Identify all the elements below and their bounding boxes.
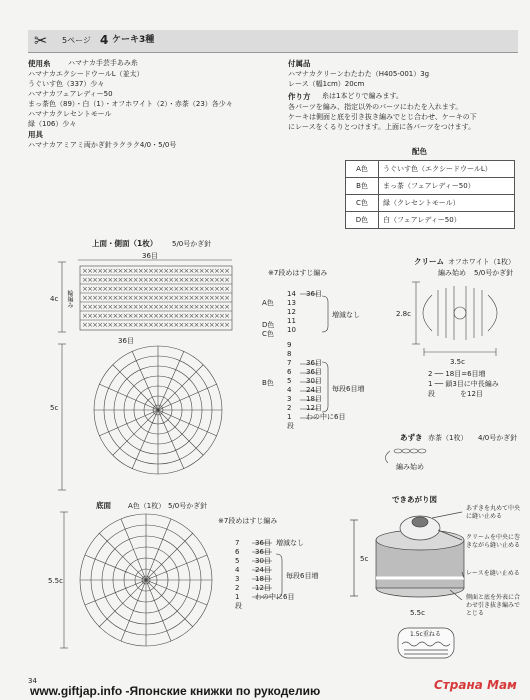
yarn-title: 使用糸 (28, 59, 51, 68)
bottom-row-3: 3 (235, 575, 240, 583)
bottom-row-6: 6 (235, 548, 240, 556)
bottom-note: ※7段めはすじ編み (218, 517, 278, 525)
yarn-line-3: ハマナカフェアレディー50 (28, 90, 113, 98)
svg-text:×××××××××××××××××××××××××××××: ××××××××××××××××××××××××××××× (82, 294, 230, 302)
row-count-7: 36目 (306, 359, 322, 367)
row-label-2: 2 (287, 404, 292, 412)
top-side-36-top: 36目 (142, 252, 158, 260)
section-title: ケーキ3種 (112, 35, 155, 45)
azuki-title: あずき (400, 433, 423, 442)
bottom-row-1: 1 (235, 593, 240, 601)
color-value: まっ茶（フェアレディー50） (379, 178, 515, 195)
row-label-1: 1 (287, 413, 292, 421)
color-key: A色 (346, 161, 379, 178)
side-wall-x-marks (82, 267, 230, 329)
increase-label: 毎段6目増 (332, 385, 365, 393)
bottom-hook: 5/0号かぎ針 (168, 502, 208, 510)
row-label-9: 9 (287, 341, 292, 349)
cream-height: 2.8c (396, 310, 411, 318)
svg-text:×××××××××××××××××××××××××××××: ××××××××××××××××××××××××××××× (82, 312, 230, 320)
bottom-count-3: 18目 (255, 575, 271, 583)
row-count-3: 18目 (306, 395, 322, 403)
yarn-line-1: ハマナカエクシードウールL（並太） (28, 70, 144, 78)
bottom-count-2: 12目 (255, 584, 271, 592)
row-label-13: 13 (287, 299, 296, 307)
bottom-row-5: 5 (235, 557, 240, 565)
top-side-note: ※7段めはすじ編み (268, 269, 328, 277)
bottom-increase: 毎段6目増 (286, 572, 319, 580)
cream-dan: 段 (428, 390, 435, 398)
cream-hook: 5/0号かぎ針 (474, 269, 514, 277)
azuki-color: 赤茶（1枚） (428, 434, 468, 442)
svg-text:×××××××××××××××××××××××××××××: ××××××××××××××××××××××××××××× (82, 267, 230, 275)
footer-url: www.giftjap.info -Японские книжки по рукоделию (30, 684, 321, 698)
color-label-c: C色 (262, 330, 274, 338)
cream-row1b: を12目 (460, 390, 483, 398)
row-label-8: 8 (287, 350, 292, 358)
accessory-line-1: レース（幅1cm）20cm (288, 80, 365, 88)
color-label-a: A色 (262, 299, 274, 307)
azuki-motif (385, 449, 426, 463)
row-label-4: 4 (287, 386, 292, 394)
color-table-title: 配色 (412, 147, 427, 156)
cream-width: 3.5c (450, 358, 465, 366)
svg-text:×××××××××××××××××××××××××××××: ××××××××××××××××××××××××××××× (82, 285, 230, 293)
row-count-6: 36目 (306, 368, 322, 376)
method-title: 作り方 (288, 92, 311, 101)
bottom-count-6: 36目 (255, 548, 271, 556)
row-label-14: 14 (287, 290, 296, 298)
row-count-2: 12目 (306, 404, 322, 412)
dan-label-top: 段 (287, 422, 294, 430)
bottom-title: 底面 (96, 501, 111, 510)
azuki-hook: 4/0号かぎ針 (478, 434, 518, 442)
yarn-line-6: 緑（106）少々 (28, 120, 77, 128)
svg-text:×××××××××××××××××××××××××××××: ××××××××××××××××××××××××××××× (82, 276, 230, 284)
cream-row1: 1 ── 鎖3目に中長編み (428, 380, 499, 388)
top-side-wa-label: 輪編み (66, 290, 73, 308)
top-side-title: 上面・側面（1枚） (92, 239, 158, 248)
bottom-circle-chart (60, 512, 212, 648)
top-side-hook: 5/0号かぎ針 (172, 240, 212, 248)
color-value: 緑（クレセントモール） (379, 195, 515, 212)
bottom-count-7: 36目 (255, 539, 271, 547)
row-count-1: わの中に6目 (306, 413, 346, 421)
cream-title: クリーム (414, 257, 444, 266)
color-key: B色 (346, 178, 379, 195)
bottom-size: 5.5c (48, 577, 63, 585)
color-label-d: D色 (262, 321, 275, 329)
row-label-10: 10 (287, 326, 296, 334)
tools-title: 用具 (28, 130, 43, 139)
no-change-label: 増減なし (332, 311, 360, 319)
color-key: C色 (346, 195, 379, 212)
bottom-dan: 段 (235, 602, 242, 610)
bottom-no-change: 増減なし (276, 539, 304, 547)
yarn-line-0: ハマナカ手芸手あみ糸 (68, 59, 138, 67)
yarn-line-2: うぐいす色（337）少々 (28, 80, 105, 88)
yarn-line-4: まっ茶色（89）・白（1）・オフホワイト（2）・赤茶（23）各少々 (28, 100, 233, 108)
cream-row2: 2 ── 18目=6目増 (428, 370, 486, 378)
finished-note-2: レースを縫い止める (466, 570, 520, 577)
page-number: 34 (28, 677, 37, 685)
row-label-12: 12 (287, 308, 296, 316)
accessories-title: 付属品 (288, 59, 311, 68)
method-line-0: 糸は1本どりで編みます。 (322, 92, 403, 100)
site-logo: Страна Мам (434, 678, 517, 692)
finished-note-0: あずきを丸めて中央に縫い止める (466, 505, 521, 520)
row-count-5: 30目 (306, 377, 322, 385)
yarn-line-5: ハマナカクレセントモール (28, 110, 112, 118)
top-side-36-mid: 36目 (118, 337, 134, 345)
color-label-b: B色 (262, 379, 274, 387)
cream-color: オフホワイト（1枚） (448, 258, 516, 266)
finished-5c: 5c (360, 555, 369, 563)
finished-55c: 5.5c (410, 609, 425, 617)
page-ref: 5ページ (62, 36, 91, 45)
row-label-11: 11 (287, 317, 296, 325)
top-side-4c: 4c (50, 295, 59, 303)
accessory-line-0: ハマナカクリーンわたわた（H405-001）3g (288, 70, 430, 78)
row-label-5: 5 (287, 377, 292, 385)
row-label-6: 6 (287, 368, 292, 376)
method-line-1: 各パーツを編み、指定以外のパーツにわたを入れます。 (288, 103, 463, 111)
bottom-count-4: 24目 (255, 566, 271, 574)
bottom-count-5: 30目 (255, 557, 271, 565)
scissors-icon: ✂ (34, 31, 48, 50)
bottom-count-1: わの中に6目 (255, 593, 295, 601)
bottom-row-4: 4 (235, 566, 240, 574)
cream-start: 編み始め (438, 269, 466, 277)
color-key: D色 (346, 212, 379, 229)
row-count-14: 36目 (306, 290, 322, 298)
top-side-5c: 5c (50, 404, 59, 412)
finished-title: できあがり図 (392, 495, 437, 504)
row-label-3: 3 (287, 395, 292, 403)
color-value: 白（フェアレディー50） (379, 212, 515, 229)
azuki-start: 編み始め (396, 463, 424, 471)
svg-text:×××××××××××××××××××××××××××××: ××××××××××××××××××××××××××××× (82, 321, 230, 329)
cream-motif (412, 282, 497, 356)
section-number: 4 (100, 33, 109, 47)
svg-text:×××××××××××××××××××××××××××××: ××××××××××××××××××××××××××××× (82, 303, 230, 311)
finished-note-1: クリームを中央に巻きながら縫い止める (466, 534, 521, 549)
row-label-7: 7 (287, 359, 292, 367)
bottom-color: A色（1枚） (128, 502, 166, 510)
lace-label: 1.5c重ねる (410, 631, 441, 638)
finished-note-3: 側面と底を外表に合わせ引き抜き編みでとじる (466, 594, 521, 617)
row-count-4: 24目 (306, 386, 322, 394)
bottom-row-2: 2 (235, 584, 240, 592)
method-line-3: にレースをくるりとつけます。上面に各パーツをつけます。 (288, 123, 476, 131)
tools-line: ハマナカアミアミ両かぎ針ラクラク4/0・5/0号 (28, 141, 177, 149)
color-value: うぐいす色（エクシードウールL） (379, 161, 515, 178)
top-circle-chart (94, 346, 222, 474)
method-line-2: ケーキは側面と底を引き抜き編みでとじ合わせ、ケーキの下 (288, 113, 477, 121)
bottom-row-7: 7 (235, 539, 240, 547)
